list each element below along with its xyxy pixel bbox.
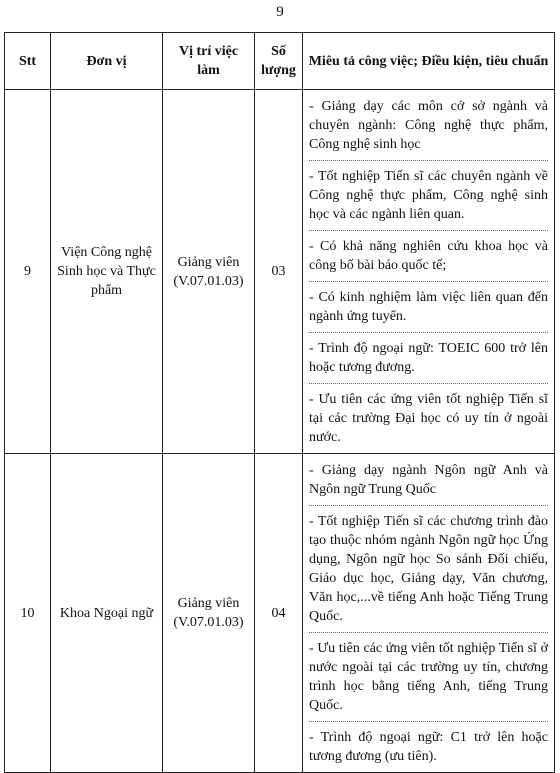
header-description: Miêu tả công việc; Điều kiện, tiêu chuẩn: [303, 33, 555, 90]
row-unit: Viện Công nghệ Sinh học và Thực phẩm: [51, 90, 163, 454]
row-unit: Khoa Ngoại ngữ: [51, 454, 163, 773]
table-row: [5, 454, 555, 773]
header-quantity: Số lượng: [255, 33, 303, 90]
recruitment-table: [4, 32, 555, 773]
header-unit: Đơn vị: [51, 33, 163, 90]
requirement-item: - Giảng dạy ngành Ngôn ngữ Anh và Ngôn ngữ Trung Quốc: [309, 463, 548, 497]
requirement-item: - Ưu tiên các ứng viên tốt nghiệp Tiến sĩ ở nước ngoài tại các trường uy tín, chương trình học bằng tiếng Anh, tiếng Trung Quốc.: [309, 632, 548, 717]
requirement-item: - Tốt nghiệp Tiến sĩ các chuyên ngành về Công nghệ thực phẩm, Công nghệ sinh học và các ngành liên quan.: [309, 160, 548, 226]
requirement-item: - Ưu tiên các ứng viên tốt nghiệp Tiến sĩ tại các trường Đại học có uy tín ở ngoài nước.: [309, 383, 548, 449]
row-position: Giảng viên (V.07.01.03): [163, 454, 255, 773]
requirement-item: - Trình độ ngoại ngữ: TOEIC 600 trở lên hoặc tương đương.: [309, 332, 548, 379]
requirement-item: - Có kinh nghiệm làm việc liên quan đến ngành ứng tuyển.: [309, 281, 548, 328]
row-quantity: 03: [255, 90, 303, 454]
header-position: Vị trí việc làm: [163, 33, 255, 90]
requirement-item: - Trình độ ngoại ngữ: C1 trở lên hoặc tương đương (ưu tiên).: [309, 721, 548, 768]
row-position: Giảng viên (V.07.01.03): [163, 90, 255, 454]
requirement-item: - Tốt nghiệp Tiến sĩ các chương trình đào tạo thuộc nhóm ngành Ngôn ngữ học Ứng dụng, Ngôn ngữ học So sánh Đối chiếu, Giáo dục học, Giảng dạy, Văn chương, Văn học,...về tiếng Anh hoặc Tiếng Trung Quốc.: [309, 505, 548, 628]
table-header-row: [5, 33, 555, 90]
header-stt: Stt: [5, 33, 51, 90]
row-stt: 9: [5, 90, 51, 454]
requirement-item: - Giảng dạy các môn cở sở ngành và chuyên ngành: Công nghệ thực phẩm, Công nghệ sinh học: [309, 99, 548, 152]
row-requirements: [303, 454, 555, 773]
requirement-item: - Có khả năng nghiên cứu khoa học và công bố bài báo quốc tế;: [309, 230, 548, 277]
page-number: 9: [276, 4, 284, 20]
row-stt: 10: [5, 454, 51, 773]
table-row: [5, 90, 555, 454]
row-quantity: 04: [255, 454, 303, 773]
row-requirements: [303, 90, 555, 454]
